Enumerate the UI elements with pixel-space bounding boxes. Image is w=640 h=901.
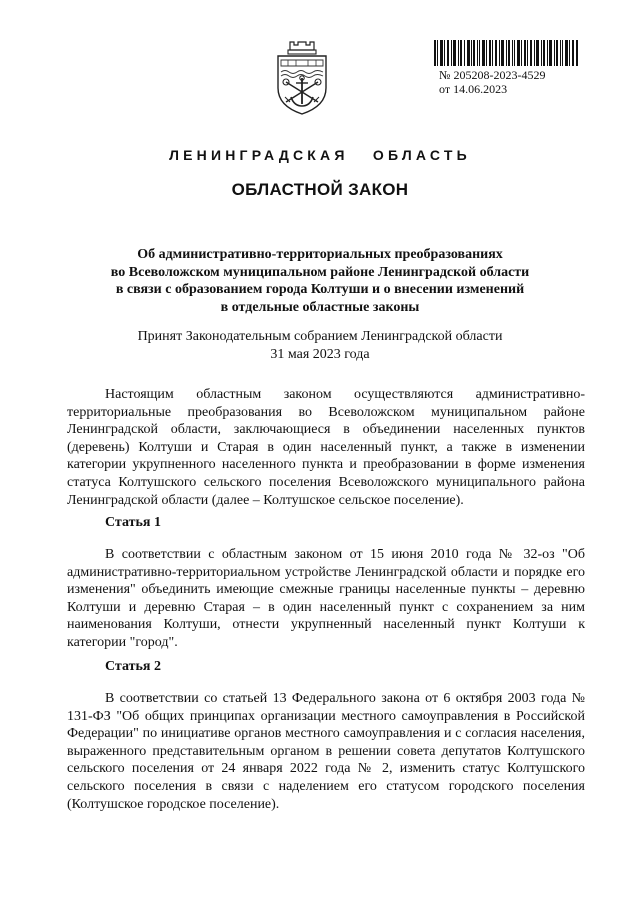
law-title-line: Об административно-территориальных преобразованиях bbox=[137, 247, 503, 262]
adoption-line: Принят Законодательным собранием Ленинградской области bbox=[137, 329, 503, 344]
law-title-line: в отдельные областные законы bbox=[220, 299, 420, 315]
document-type-heading: ОБЛАСТНОЙ ЗАКОН bbox=[231, 180, 409, 199]
leningrad-oblast-coat-of-arms-icon bbox=[272, 40, 332, 116]
adoption-note bbox=[60, 328, 580, 363]
registration-number: № 205208-2023-4529 bbox=[439, 68, 546, 82]
law-title-line: во Всеволожском муниципальном районе Ленинградской области bbox=[110, 264, 530, 280]
barcode-icon bbox=[434, 40, 578, 66]
article-2-text: В соответствии со статьей 13 Федерального закона от 6 октября 2003 года № 131-ФЗ "Об общих принципах организации местного самоуправления в Российской Федерации" по инициативе органов местного самоуправления и с согласия населения, выраженного представительным органом в решении совета депутатов Колтушского сельского поселения от 24 января 2022 года № 2, изменить статус Колтушского сельского поселения в связи с наделением его статусом городского поселения (Колтушское городское поселение). bbox=[67, 691, 585, 812]
region-heading: ЛЕНИНГРАДСКАЯ ОБЛАСТЬ bbox=[169, 147, 471, 163]
law-title-line: в связи с образованием города Колтуши и о внесении изменений bbox=[115, 282, 525, 297]
article-2-heading: Статья 2 bbox=[105, 659, 161, 674]
registration-date: от 14.06.2023 bbox=[439, 82, 508, 96]
adoption-date: 31 мая 2023 года bbox=[270, 346, 370, 362]
article-1-heading: Статья 1 bbox=[105, 515, 161, 530]
article-1-text: В соответствии с областным законом от 15 июня 2010 года № 32-оз "Об административно-территориальном устройстве Ленинградской области и порядке его изменения" объединить имеющие смежные границы населенные пункты – деревню Колтуши и деревню Старая – в один населенный пункт с сохранением за ним наименования Колтуши, отнести укрупненный населенный пункт Колтуши к категории "город". bbox=[67, 547, 585, 650]
preamble-paragraph: Настоящим областным законом осуществляются административно-территориальные преобразования во Всеволожском муниципальном районе Ленинградской области, заключающиеся в объединении населенных пунктов (деревень) Колтуши и Старая в один населенный пункт, а также в изменении категории укрупненного населенного пункта и преобразовании в форме изменения статуса Колтушского сельского поселения Всеволожского муниципального района Ленинградской области (далее – Колтушское сельское поселение). bbox=[67, 387, 585, 508]
registration-stamp bbox=[439, 68, 545, 96]
law-title bbox=[60, 246, 580, 316]
